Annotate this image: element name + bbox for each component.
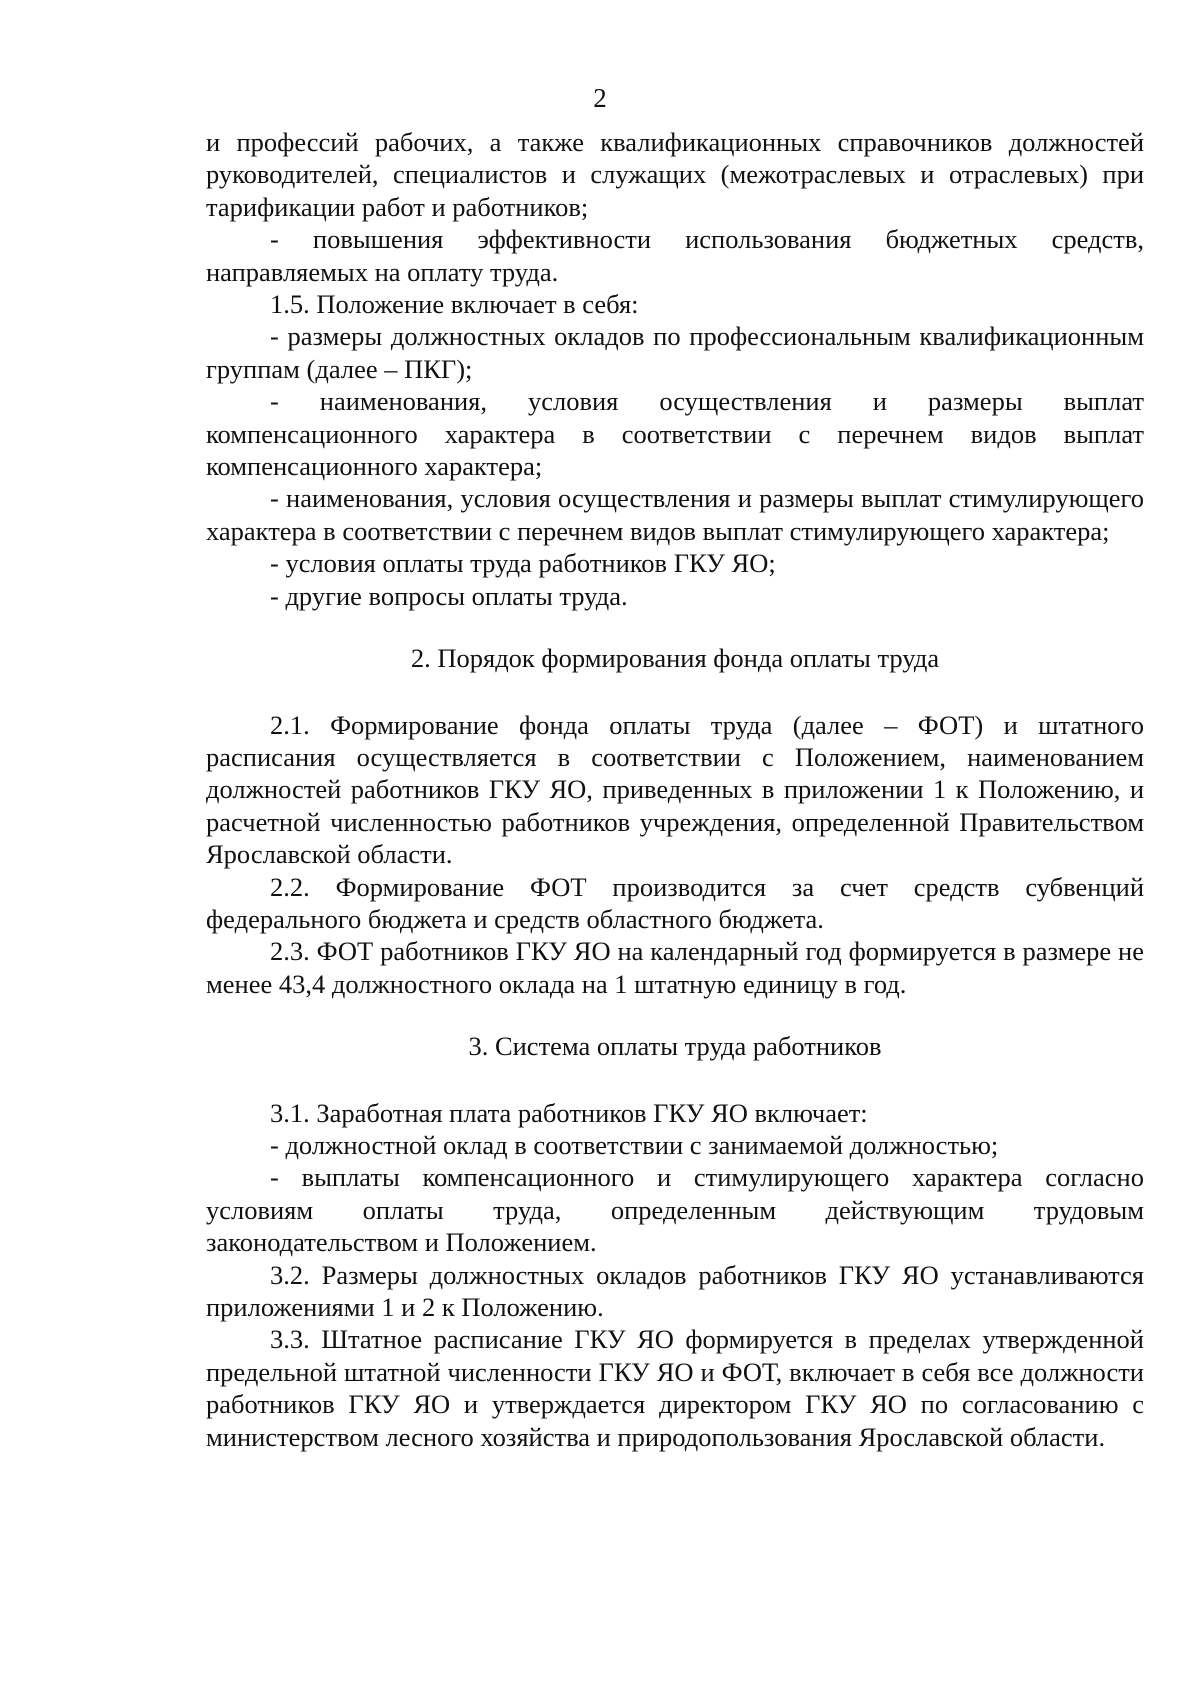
clause-3-2: 3.2. Размеры должностных окладов работников ГКУ ЯО устанавливаются приложениями 1 и 2 к Положению. xyxy=(206,1259,1144,1322)
list-item-efficiency: - повышения эффективности использования бюджетных средств, направляемых на оплату труда. xyxy=(206,224,1144,287)
clause-2-1: 2.1. Формирование фонда оплаты труда (далее – ФОТ) и штатного расписания осуществляется в соответствии с Положением, наименованием должностей работников ГКУ ЯО, приведенных в приложении 1 к Положению, и расчетной численностью работников учреждения, определенной Правительством Ярославской области. xyxy=(206,709,1144,870)
clause-3-1: 3.1. Заработная плата работников ГКУ ЯО включает: xyxy=(270,1097,868,1128)
list-item-pay-conditions: - условия оплаты труда работников ГКУ ЯО; xyxy=(270,548,776,579)
clause-2-3: 2.3. ФОТ работников ГКУ ЯО на календарный год формируется в размере не менее 43,4 должностного оклада на 1 штатную единицу в год. xyxy=(206,936,1144,999)
list-item-compensation-incentive: - выплаты компенсационного и стимулирующего характера согласно условиям оплаты труда, определенным действующим трудовым законодательством и Положением. xyxy=(206,1162,1144,1258)
section-3-heading: 3. Система оплаты труда работников xyxy=(468,1031,882,1062)
list-item-compensation-payments: - наименования, условия осуществления и размеры выплат компенсационного характера в соответствии с перечнем видов выплат компенсационного характера; xyxy=(206,386,1144,482)
paragraph-continuation: и профессий рабочих, а также квалификационных справочников должностей руководителей, специалистов и служащих (межотраслевых и отраслевых) при тарификации работ и работников; xyxy=(206,127,1144,222)
section-2-heading: 2. Порядок формирования фонда оплаты труда xyxy=(410,643,940,674)
page-number: 2 xyxy=(593,83,607,113)
document-body xyxy=(206,126,1144,1453)
list-item-other-questions: - другие вопросы оплаты труда. xyxy=(270,580,628,611)
list-item-incentive-payments: - наименования, условия осуществления и размеры выплат стимулирующего характера в соответствии с перечнем видов выплат стимулирующего характера; xyxy=(206,483,1144,546)
list-item-base-salary: - должностной оклад в соответствии с занимаемой должностью; xyxy=(270,1129,999,1160)
clause-1-5: 1.5. Положение включает в себя: xyxy=(270,289,639,320)
clause-3-3: 3.3. Штатное расписание ГКУ ЯО формируется в пределах утвержденной предельной штатной численности ГКУ ЯО и ФОТ, включает в себя все должности работников ГКУ ЯО и утверждается директором ГКУ ЯО по согласованию с министерством лесного хозяйства и природопользования Ярославской области. xyxy=(206,1324,1144,1452)
clause-2-2: 2.2. Формирование ФОТ производится за счет средств субвенций федерального бюджета и средств областного бюджета. xyxy=(206,871,1144,934)
list-item-salary-sizes: - размеры должностных окладов по профессиональным квалификационным группам (далее – ПКГ); xyxy=(206,321,1144,384)
